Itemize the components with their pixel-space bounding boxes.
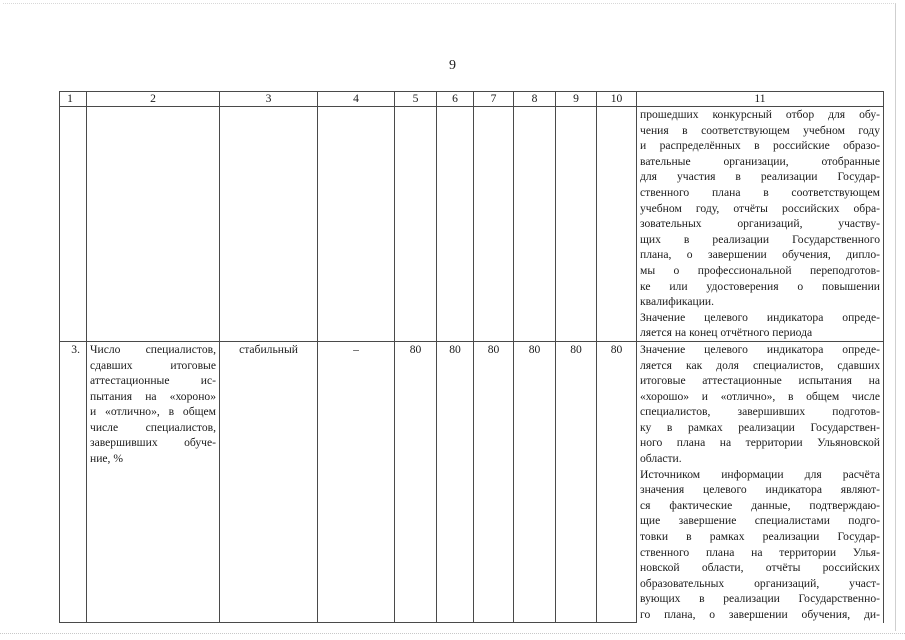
header-cell: 1 xyxy=(60,92,87,107)
text-line: числе специалистов, xyxy=(90,420,216,434)
empty-cell xyxy=(556,107,597,342)
header-cell: 6 xyxy=(437,92,474,107)
text-line: сдавших итоговые xyxy=(90,358,216,372)
value-cell: 80 xyxy=(514,341,556,622)
text-line: специалистов, завершивших подготов- xyxy=(640,405,880,419)
text-line: итоговые аттестационные испытания на xyxy=(640,374,880,388)
header-row xyxy=(60,92,884,107)
text-line: го плана, о завершении обучения, ди- xyxy=(640,608,880,621)
row-number: 3. xyxy=(60,341,87,622)
text-line: щих в реализации Государственного xyxy=(640,232,880,246)
text-line: завершивших обуче- xyxy=(90,436,216,450)
indicator-base-value: – xyxy=(318,341,395,622)
text-line: ного плана на территории Ульяновской xyxy=(640,436,880,450)
value-cell: 80 xyxy=(474,341,514,622)
text-line: образовательных организаций, участ- xyxy=(640,576,880,590)
text-line: учебном году, отчёты российских обра- xyxy=(640,201,880,215)
text-line: плана, о завершении обучения, дипло- xyxy=(640,248,880,262)
continuation-row xyxy=(60,107,884,342)
text-line: области. xyxy=(640,452,682,466)
empty-cell xyxy=(395,107,437,342)
text-line: и распределённых в российские образо- xyxy=(640,139,880,153)
header-cell: 9 xyxy=(556,92,597,107)
value-cell: 80 xyxy=(395,341,437,622)
text-line: Источником информации для расчёта xyxy=(640,467,880,481)
page-edge xyxy=(0,633,905,636)
indicator-row-3 xyxy=(60,341,884,622)
header-cell: 10 xyxy=(597,92,637,107)
text-line: Значение целевого индикатора опреде- xyxy=(640,342,880,356)
page-number: 9 xyxy=(449,58,456,73)
header-cell: 3 xyxy=(220,92,318,107)
header-cell: 11 xyxy=(637,92,884,107)
empty-cell xyxy=(60,107,87,342)
text-line: мы о профессиональной переподготов- xyxy=(640,263,880,277)
source-description-cell xyxy=(637,341,884,622)
text-line: значения целевого индикатора являют- xyxy=(640,483,880,497)
empty-cell xyxy=(597,107,637,342)
text-line: ку в рамках реализации Государствен- xyxy=(640,420,880,434)
value-cell: 80 xyxy=(597,341,637,622)
text-line: ляется на конец отчётного периода xyxy=(640,326,813,340)
header-cell: 2 xyxy=(87,92,220,107)
text-line: аттестационные ис- xyxy=(90,374,216,388)
text-line: ляется как доля специалистов, сдавших xyxy=(640,358,880,372)
text-line: «хорошо» и «отлично», в общем числе xyxy=(640,389,880,403)
header-cell: 7 xyxy=(474,92,514,107)
empty-cell xyxy=(437,107,474,342)
text-line: квалификации. xyxy=(640,295,715,309)
text-line: чения в соответствующем учебном году xyxy=(640,123,880,137)
text-line: новской области, отчёты российских xyxy=(640,561,880,575)
text-line: ственного плана в соответствующем xyxy=(640,185,880,199)
value-cell: 80 xyxy=(437,341,474,622)
indicator-table xyxy=(59,91,884,623)
empty-cell xyxy=(514,107,556,342)
text-line: для участия в реализации Государ- xyxy=(640,170,880,184)
text-line: товки в рамках реализации Государ- xyxy=(640,530,880,544)
indicator-name-cell xyxy=(87,341,220,622)
header-cell: 4 xyxy=(318,92,395,107)
text-line: зовательных организаций, участву- xyxy=(640,217,880,231)
text-line: Значение целевого индикатора опреде- xyxy=(640,310,880,324)
text-line: и «отлично», в общем xyxy=(90,405,216,419)
text-line: ся фактические данные, подтверждаю- xyxy=(640,498,880,512)
text-line: ние, % xyxy=(90,452,124,466)
value-cell: 80 xyxy=(556,341,597,622)
text-line: ственного плана на территории Улья- xyxy=(640,545,880,559)
empty-cell xyxy=(87,107,220,342)
text-line: вующих в реализации Государственно- xyxy=(640,592,880,606)
text-line: вательные организации, отобранные xyxy=(640,154,880,168)
text-line: ке или удостоверения о повышении xyxy=(640,279,880,293)
header-cell: 5 xyxy=(395,92,437,107)
text-line: прошедших конкурсный отбор для обу- xyxy=(640,108,880,121)
empty-cell xyxy=(220,107,318,342)
indicator-type: стабильный xyxy=(220,341,318,622)
source-description-cell xyxy=(637,107,884,342)
text-line: Число специалистов, xyxy=(90,342,216,356)
empty-cell xyxy=(318,107,395,342)
text-line: щие завершение специалистами подго- xyxy=(640,514,880,528)
header-cell: 8 xyxy=(514,92,556,107)
text-line: пытания на «хороно» xyxy=(90,389,216,403)
empty-cell xyxy=(474,107,514,342)
